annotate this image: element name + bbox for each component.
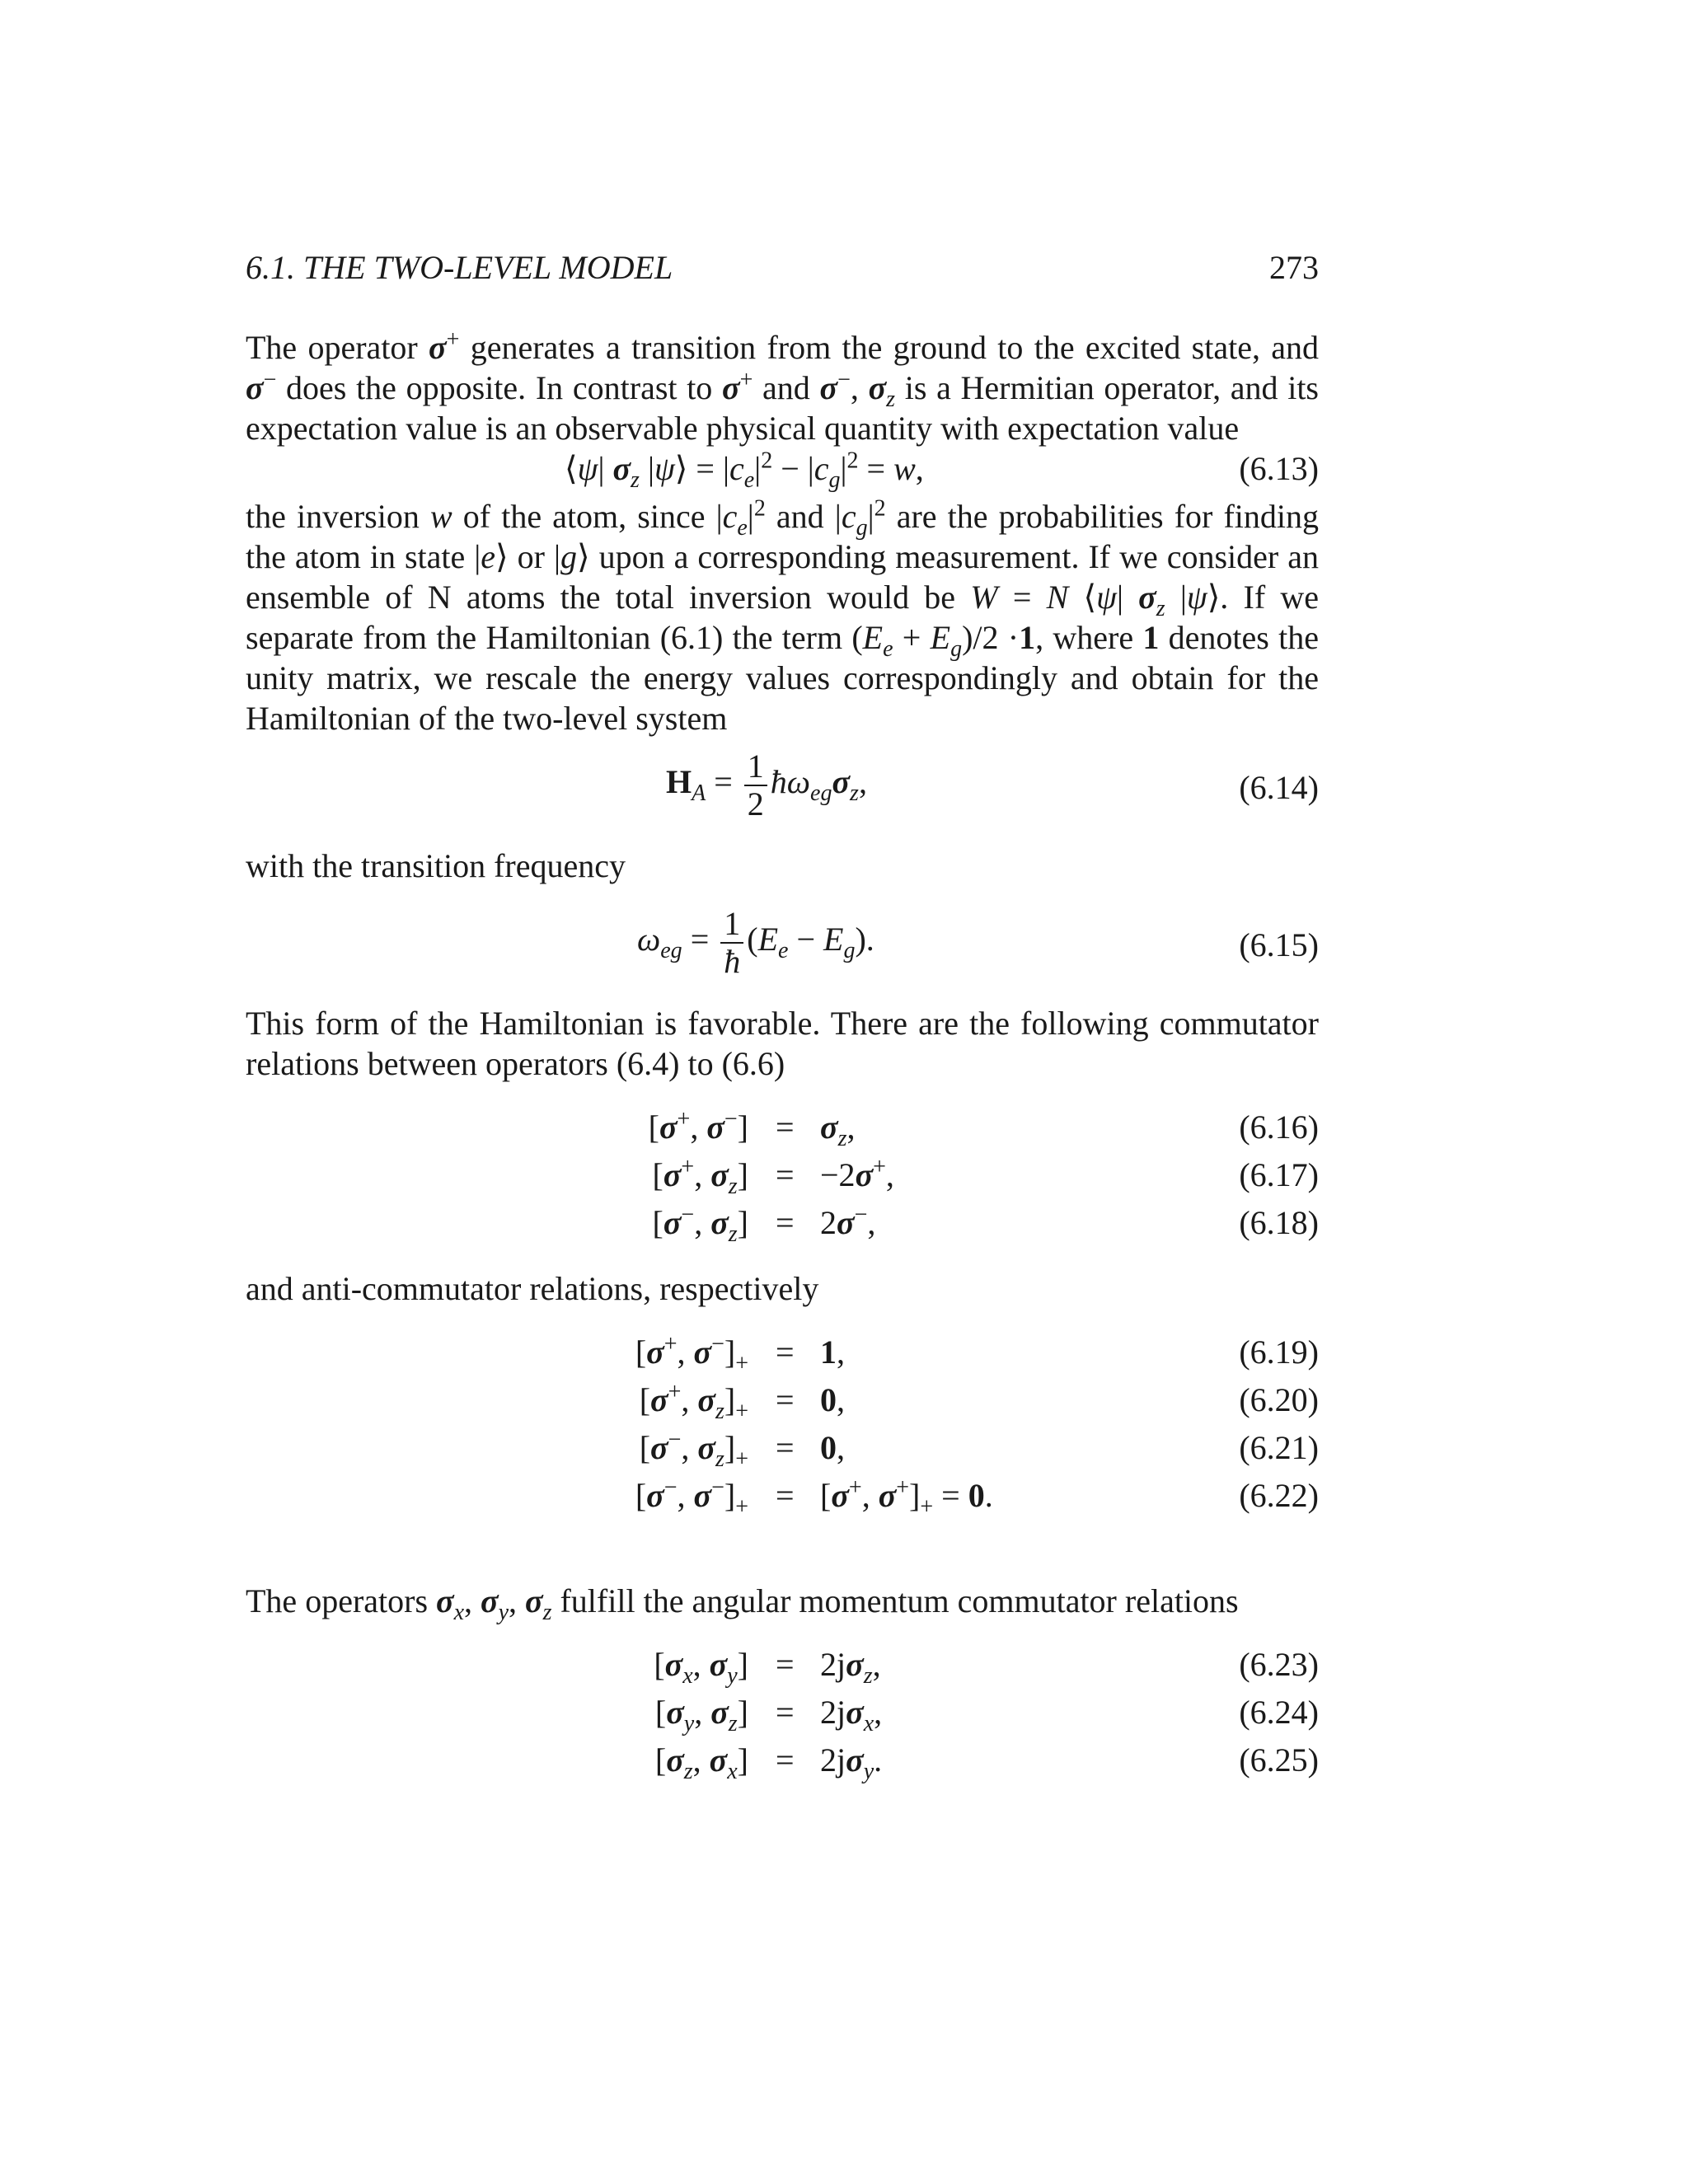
- equation-number: (6.17): [1239, 1156, 1319, 1193]
- equation-6-15: [246, 896, 1319, 995]
- equation-6-17: [σ+, $\sigma_z$] = −2σ+, (6.17): [652, 1154, 1319, 1199]
- equation-number: (6.21): [1239, 1429, 1319, 1466]
- equation-6-18: [σ−, $\sigma_z$] = 2σ−, (6.18): [652, 1202, 1319, 1247]
- equation-6-16: [σ+, σ−] = $\sigma_z$, (6.16): [648, 1106, 1319, 1151]
- equation-number: (6.13): [1239, 450, 1319, 487]
- page-number: 273: [1269, 249, 1319, 286]
- equation-6-19: [σ+, $\sigma^-]_+$ = 1, (6.19): [635, 1331, 1319, 1376]
- page: [246, 247, 1319, 1788]
- equation-number: (6.15): [1239, 926, 1319, 963]
- equation-number: (6.18): [1239, 1204, 1319, 1241]
- equation-6-21: [σ−, $\sigma_z]_+$ = 0, (6.21): [639, 1427, 1319, 1472]
- equation-number: (6.24): [1239, 1694, 1319, 1731]
- equation-6-25: [$\sigma_z$, $\sigma_x$] = $2j\sigma_y$. (6.25): [654, 1741, 1319, 1784]
- equation-6-24: [$\sigma_y$, $\sigma_z$] = $2j\sigma_x$, (6.24): [654, 1694, 1319, 1736]
- equation-6-15-math: $\omega_{eg}$ = $\frac{1}{ħ}$ $(E_e - E_g)$.: [637, 905, 874, 980]
- paragraph-4: This form of the Hamiltonian is favorable. There are the following commutator relations between operators (6.4) to (6.6): [246, 1005, 1319, 1082]
- anticommutator-equations: [246, 1332, 1319, 1523]
- equation-number: (6.20): [1239, 1381, 1319, 1418]
- commutator-equations: [246, 1107, 1319, 1250]
- angular-momentum-equations: [246, 1644, 1319, 1788]
- equation-number: (6.14): [1239, 769, 1319, 806]
- equation-number: (6.23): [1239, 1646, 1319, 1683]
- equation-6-20: [σ+, $\sigma_z]_+$ = 0, (6.20): [639, 1379, 1319, 1424]
- paragraph-5: and anti-commutator relations, respectively: [246, 1270, 819, 1307]
- paragraph-3: with the transition frequency: [246, 847, 626, 884]
- paragraph-6: The operators $\sigma_x$, $\sigma_y$, $\sigma_z$ fulfill the angular momentum commutator relations: [246, 1582, 1239, 1625]
- equation-number: (6.16): [1239, 1108, 1319, 1146]
- equation-6-13: [246, 448, 1319, 496]
- equation-6-13-math: ⟨ψ| $\sigma_z$ |ψ⟩ = $|c_e|^2 - |c_g|^2 = w$,: [565, 448, 924, 493]
- paragraph-2: the inversion w of the atom, since $|c_e|^2$ and $|c_g|^2$ are the probabilities for finding the atom in state |e⟩ or |g⟩ upon a corresponding measurement. If we consider an ensemble of N atoms the total inversion would be W = N ⟨ψ| $\sigma_z$ |ψ⟩. If we separate from the Hamiltonian (6.1) the term $(E_e + E_g)/2 \cdot 1$, where 1 denotes the unity matrix, we rescale the energy values correspondingly and obtain for the Hamiltonian of the two-level system: [246, 495, 1320, 737]
- equation-6-14: [246, 738, 1319, 837]
- section-title: 6.1. THE TWO-LEVEL MODEL: [246, 249, 673, 286]
- equation-number: (6.25): [1239, 1741, 1319, 1779]
- paragraph-1: The operator σ+ generates a transition from the ground to the excited state, and σ− does the opposite. In contrast to σ+ and σ−, $\sigma_z$ is a Hermitian operator, and its expectation value is an observable physical quantity with expectation value: [246, 326, 1319, 447]
- equation-6-14-math: $H_A$ = $\frac{1}{2}$ $ħ\omega_{eg}\sigma_z$,: [666, 748, 867, 823]
- equation-number: (6.19): [1239, 1333, 1319, 1371]
- running-header: [246, 247, 1319, 288]
- equation-6-23: [$\sigma_x$, $\sigma_y$] = $2j\sigma_z$, (6.23): [654, 1646, 1319, 1689]
- equation-6-22: [σ−, $\sigma^-]_+$ = [σ+, $\sigma^+]_+ = 0$. (6.22): [635, 1474, 1319, 1520]
- equation-number: (6.22): [1239, 1477, 1319, 1514]
